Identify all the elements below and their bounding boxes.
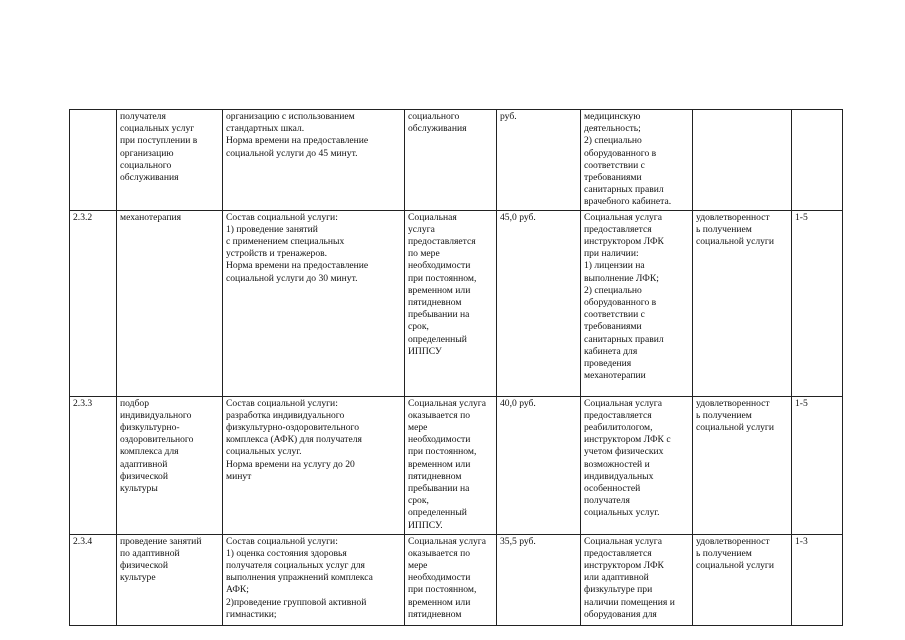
row-number: [70, 110, 117, 211]
service-conditions: Социальная услуга предоставляется инструктором ЛФК или адаптивной физкультуре при наличии помещения и оборудования для: [581, 534, 693, 625]
service-term: социального обслуживания: [405, 110, 497, 211]
quality-indicator: удовлетворенност ь получением социальной услуги: [693, 210, 792, 396]
service-conditions: Социальная услуга предоставляется реабилитологом, инструктором ЛФК с учетом физических возможностей и индивидуальных особенностей получателя социальных услуг.: [581, 396, 693, 534]
table-row: [70, 210, 843, 396]
table-row: [70, 110, 843, 211]
quality-score: [792, 110, 843, 211]
service-term: Социальная услуга оказывается по мере необходимости при постоянном, временном или пятидневном: [405, 534, 497, 625]
service-name: получателя социальных услуг при поступлении в организацию социального обслуживания: [117, 110, 223, 211]
quality-indicator: [693, 110, 792, 211]
quality-score: 1-3: [792, 534, 843, 625]
service-price: руб.: [497, 110, 581, 211]
quality-indicator: удовлетворенност ь получением социальной услуги: [693, 534, 792, 625]
service-name: подбор индивидуального физкультурно- оздоровительного комплекса для адаптивной физической культуры: [117, 396, 223, 534]
service-term: Социальная услуга предоставляется по мере необходимости при постоянном, временном или пятидневном пребывании на срок, определенный ИППСУ: [405, 210, 497, 396]
table-row: [70, 396, 843, 534]
row-number: 2.3.2: [70, 210, 117, 396]
table-row: [70, 534, 843, 625]
service-content: Состав социальной услуги: 1) оценка состояния здоровья получателя социальных услуг для выполнения упражнений комплекса АФК; 2)проведение групповой активной гимнастики;: [223, 534, 405, 625]
quality-score: 1-5: [792, 210, 843, 396]
service-price: 35,5 руб.: [497, 534, 581, 625]
service-content: Состав социальной услуги: 1) проведение занятий с применением специальных устройств и тренажеров. Норма времени на предоставление социальной услуги до 30 минут.: [223, 210, 405, 396]
service-conditions: медицинскую деятельность; 2) специально оборудованного в соответствии с требованиями санитарных правил врачебного кабинета.: [581, 110, 693, 211]
service-conditions: Социальная услуга предоставляется инструктором ЛФК при наличии: 1) лицензии на выполнение ЛФК; 2) специально оборудованного в соответствии с требованиями санитарных правил кабинета для проведения механотерапии: [581, 210, 693, 396]
service-content: Состав социальной услуги: разработка индивидуального физкультурно-оздоровительного комплекса (АФК) для получателя социальных услуг. Норма времени на услугу до 20 минут: [223, 396, 405, 534]
row-number: 2.3.3: [70, 396, 117, 534]
service-price: 40,0 руб.: [497, 396, 581, 534]
service-price: 45,0 руб.: [497, 210, 581, 396]
service-content: организацию с использованием стандартных шкал. Норма времени на предоставление социальной услуги до 45 минут.: [223, 110, 405, 211]
service-name: механотерапия: [117, 210, 223, 396]
quality-score: 1-5: [792, 396, 843, 534]
service-term: Социальная услуга оказывается по мере необходимости при постоянном, временном или пятидневном пребывании на срок, определенный ИППСУ.: [405, 396, 497, 534]
row-number: 2.3.4: [70, 534, 117, 625]
services-table: [69, 109, 843, 626]
quality-indicator: удовлетворенност ь получением социальной услуги: [693, 396, 792, 534]
service-name: проведение занятий по адаптивной физической культуре: [117, 534, 223, 625]
